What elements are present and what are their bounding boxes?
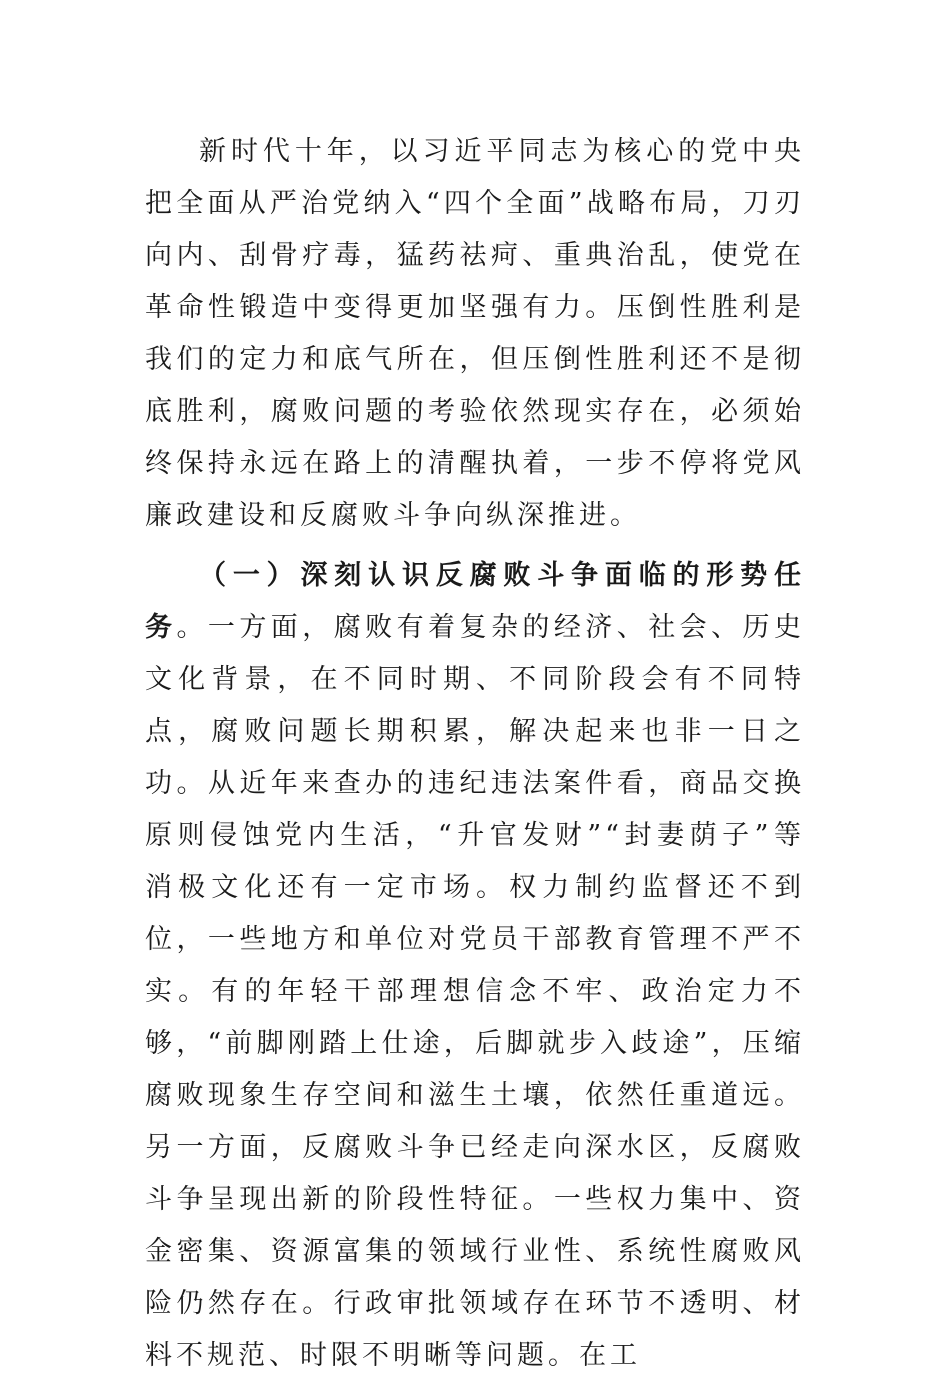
paragraph-intro [145,126,805,542]
document-page [145,126,805,1382]
paragraph-intro-text: 新时代十年，以习近平同志为核心的党中央把全面从严治党纳入“四个全面”战略布局，刀刃向内、刮骨疗毒，猛药祛疴、重典治乱，使党在革命性锻造中变得更加坚强有力。压倒性胜利是我们的定力和底气所在，但压倒性胜利还不是彻底胜利，腐败问题的考验依然现实存在，必须始终保持永远在路上的清醒执着，一步不停将党风廉政建设和反腐败斗争向纵深推进。 [145,136,805,531]
section-heading: （一）深刻认识反腐败斗争面临的形势任务 [145,560,805,643]
paragraph-section-1 [145,550,805,1382]
paragraph-section-1-text: 。一方面，腐败有着复杂的经济、社会、历史文化背景，在不同时期、不同阶段会有不同特点，腐败问题长期积累，解决起来也非一日之功。从近年来查办的违纪违法案件看，商品交换原则侵蚀党内生活，“升官发财”“封妻荫子”等消极文化还有一定市场。权力制约监督还不到位，一些地方和单位对党员干部教育管理不严不实。有的年轻干部理想信念不牢、政治定力不够，“前脚刚踏上仕途，后脚就步入歧途”，压缩腐败现象生存空间和滋生土壤，依然任重道远。另一方面，反腐败斗争已经走向深水区，反腐败斗争呈现出新的阶段性特征。一些权力集中、资金密集、资源富集的领域行业性、系统性腐败风险仍然存在。行政审批领域存在环节不透明、材料不规范、时限不明晰等问题。在工 [145,612,806,1371]
